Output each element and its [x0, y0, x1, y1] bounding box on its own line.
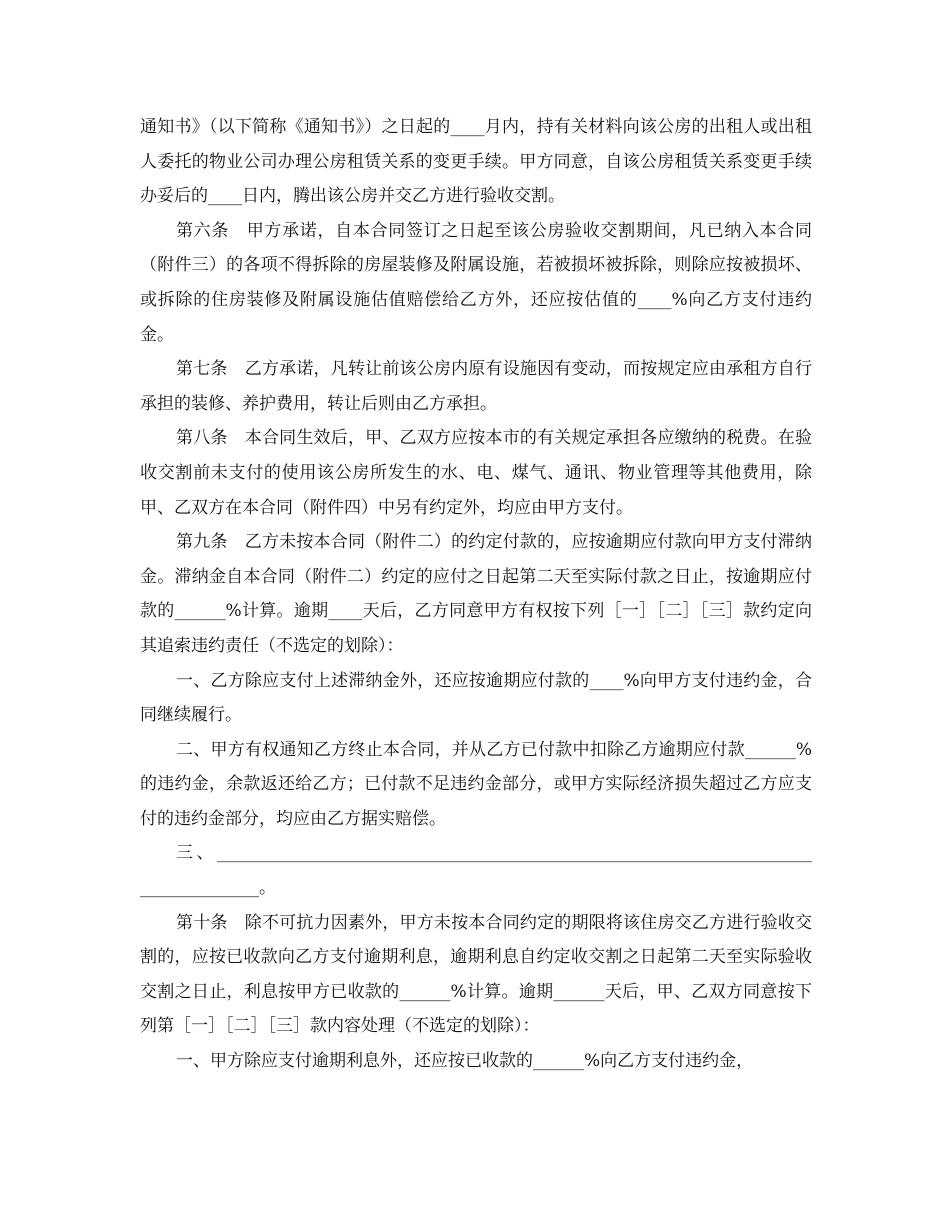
contract-body — [140, 110, 812, 1079]
paragraph-article-7: 第七条 乙方承诺，凡转让前该公房内原有设施因有变动，而按规定应由承租方自行承担的装修、养护费用，转让后则由乙方承担。 — [140, 359, 812, 414]
paragraph-article-6: 第六条 甲方承诺，自本合同签订之日起至该公房验收交割期间，凡已纳入本合同（附件三）的各项不得拆除的房屋装修及附属设施，若被损坏被拆除，则除应按被损坏、或拆除的住房装修及附属设施估值赔偿给乙方外，还应按估值的____%向乙方支付违约金。 — [140, 220, 812, 345]
paragraph-continuation-notice: 通知书》（以下简称《通知书》）之日起的____月内，持有关材料向该公房的出租人或出租人委托的物业公司办理公房租赁关系的变更手续。甲方同意，自该公房租赁关系变更手续办妥后的____日内，腾出该公房并交乙方进行验收交割。 — [140, 117, 812, 207]
paragraph-article-10-item-1: 一、甲方除应支付逾期利息外，还应按已收款的______%向乙方支付违约金， — [176, 1051, 754, 1072]
paragraph-article-8: 第八条 本合同生效后，甲、乙双方应按本市的有关规定承担各应缴纳的税费。在验收交割前未支付的使用该公房所发生的水、电、煤气、通讯、物业管理等其他费用，除甲、乙双方在本合同（附件四）中另有约定外，均应由甲方支付。 — [140, 428, 812, 518]
paragraph-article-9-item-1: 一、乙方除应支付上述滞纳金外，还应按逾期应付款的____%向甲方支付违约金，合同继续履行。 — [140, 670, 812, 726]
paragraph-article-9: 第九条 乙方未按本合同（附件二）的约定付款的，应按逾期应付款向甲方支付滞纳金。滞纳金自本合同（附件二）约定的应付之日起第二天至实际付款之日止，按逾期应付款的______%计算。逾期____天后，乙方同意甲方有权按下列［一］［二］［三］款约定向其追索违约责任（不选定的划除）： — [140, 532, 812, 656]
paragraph-article-9-item-3: 三、____________________________________________________________________________________。 — [140, 843, 812, 899]
paragraph-article-10: 第十条 除不可抗力因素外，甲方未按本合同约定的期限将该住房交乙方进行验收交割的，应按已收款向乙方支付逾期利息，逾期利息自约定收交割之日起第二天至实际验收交割之日止，利息按甲方已收款的______%计算。逾期______天后，甲、乙双方同意按下列第［一］［二］［三］款内容处理（不选定的划除）： — [140, 912, 812, 1037]
paragraph-article-9-item-2: 二、甲方有权通知乙方终止本合同，并从乙方已付款中扣除乙方逾期应付款______%的违约金，余款返还给乙方；已付款不足违约金部分，或甲方实际经济损失超过乙方应支付的违约金部分，均应由乙方据实赔偿。 — [140, 739, 812, 829]
